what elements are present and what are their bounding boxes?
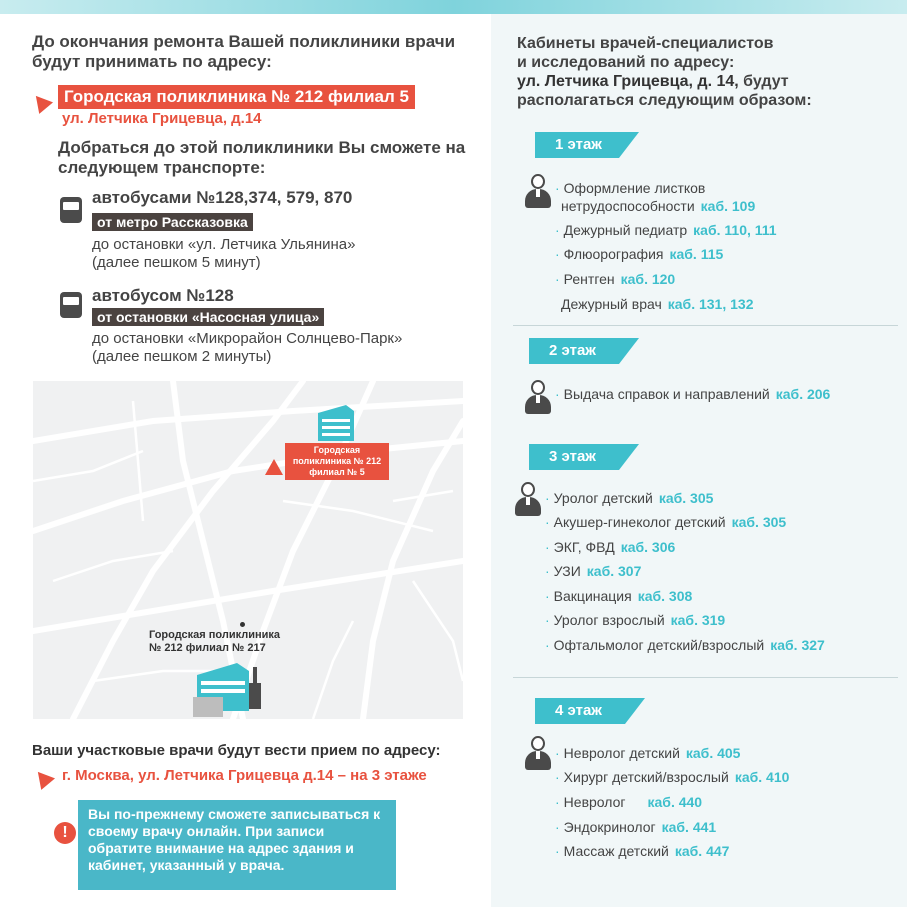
route2-to: до остановки «Микрорайон Солнцево-Парк» xyxy=(92,330,403,347)
warning-icon: ! xyxy=(54,822,76,844)
bus-icon xyxy=(60,292,82,318)
route1-from: от метро Рассказовка xyxy=(92,213,253,231)
item-cab: каб. 306 xyxy=(620,539,676,555)
list-item: · Невролог каб. 440 xyxy=(555,794,703,810)
repair-building-icon xyxy=(193,661,265,719)
item-cab: каб. 206 xyxy=(775,386,831,402)
bottom-title: Ваши участковые врачи будут вести прием по адресу: xyxy=(32,742,441,759)
item-cab: каб. 109 xyxy=(700,198,756,214)
address-bold: ул. Летчика Грицевца, д. 14, xyxy=(517,73,739,90)
route1-to: до остановки «ул. Летчика Ульянина» xyxy=(92,236,356,253)
bus-icon xyxy=(60,197,82,223)
route2-from: от остановки «Насосная улица» xyxy=(92,308,324,326)
floor-3-tab: 3 этаж xyxy=(529,444,619,470)
list-item: · Эндокринолог каб. 441 xyxy=(555,819,717,835)
transport-intro: Добраться до этой поликлиники Вы сможете на следующем транспорте: xyxy=(58,138,466,177)
floor-4-tab: 4 этаж xyxy=(535,698,625,724)
item-cab: каб. 410 xyxy=(734,769,790,785)
item-cab: каб. 447 xyxy=(674,843,730,859)
item-name: нетрудоспособности xyxy=(561,198,695,214)
item-cab: каб. 327 xyxy=(770,637,825,653)
item-name: Массаж детский xyxy=(563,843,669,859)
map-label-clinic-5: Городская поликлиника № 212 филиал № 5 xyxy=(285,443,389,480)
item-cab: каб. 305 xyxy=(731,514,787,530)
list-item: · Уролог взрослый каб. 319 xyxy=(545,612,726,628)
clinic-name: Городская поликлиника № 212 филиал 5 xyxy=(58,85,415,109)
list-item xyxy=(561,296,753,313)
clinic-building-icon xyxy=(316,403,356,448)
map-label-line2: № 212 филиал № 217 xyxy=(149,642,266,654)
item-name: Уролог детский xyxy=(553,490,653,506)
list-item: · Невролог детский каб. 405 xyxy=(555,745,741,761)
item-cab: каб. 441 xyxy=(661,819,717,835)
item-name: Уролог взрослый xyxy=(553,612,665,628)
item-name: Оформление листков xyxy=(563,180,706,196)
list-item xyxy=(561,198,755,215)
item-cab: каб. 120 xyxy=(620,271,676,287)
list-item: · Уролог детский каб. 305 xyxy=(545,490,714,506)
item-cab: каб. 110, 111 xyxy=(693,222,777,238)
map-dot xyxy=(240,622,245,627)
location-pin-icon xyxy=(29,90,53,114)
item-name: Дежурный педиатр xyxy=(563,222,688,238)
location-pin-icon xyxy=(31,766,55,790)
item-cab: каб. 440 xyxy=(647,794,703,810)
list-item: · УЗИ каб. 307 xyxy=(545,563,642,579)
list-item: · Дежурный педиатр каб. 110, 111 xyxy=(555,222,777,238)
right-column xyxy=(491,14,907,907)
online-booking-note: Вы по-прежнему сможете записываться к своему врачу онлайн. При записи обратите внимание на адрес здания и кабинет, указанный у врача. xyxy=(78,800,396,890)
item-name: Выдача справок и направлений xyxy=(563,386,770,402)
list-item: · ЭКГ, ФВД каб. 306 xyxy=(545,539,676,555)
map-pin-icon xyxy=(265,459,283,475)
route1-buses: автобусами №128,374, 579, 870 xyxy=(92,188,353,207)
list-item: · Вакцинация каб. 308 xyxy=(545,588,693,604)
intro-text: До окончания ремонта Вашей поликлиники врачи будут принимать по адресу: xyxy=(32,32,456,71)
bottom-address: г. Москва, ул. Летчика Грицевца д.14 – на 3 этаже xyxy=(62,767,427,784)
list-item: · Массаж детский каб. 447 xyxy=(555,843,730,859)
right-title-line3 xyxy=(517,72,897,91)
item-name: ЭКГ, ФВД xyxy=(553,539,615,555)
item-cab: каб. 115 xyxy=(669,246,724,262)
map-label-clinic-217 xyxy=(149,629,319,655)
right-title xyxy=(517,34,897,110)
list-item: · Оформление листков xyxy=(555,180,706,196)
left-column xyxy=(0,14,491,907)
divider xyxy=(513,677,898,678)
list-item: · Выдача справок и направлений каб. 206 xyxy=(555,386,831,402)
item-name: Офтальмолог детский/взрослый xyxy=(553,637,765,653)
item-name: Рентген xyxy=(563,271,615,287)
list-item: · Флюорография каб. 115 xyxy=(555,246,724,262)
clinic-address: ул. Летчика Грицевца, д.14 xyxy=(62,110,262,127)
top-band xyxy=(0,0,907,14)
doctor-icon xyxy=(513,482,543,516)
item-name: Хирург детский/взрослый xyxy=(563,769,729,785)
item-name: Дежурный врач xyxy=(561,296,662,312)
list-item: · Офтальмолог детский/взрослый каб. 327 xyxy=(545,637,825,653)
item-name: Флюорография xyxy=(563,246,664,262)
floor-1-tab: 1 этаж xyxy=(535,132,619,158)
item-cab: каб. 319 xyxy=(670,612,726,628)
doctor-icon xyxy=(523,380,553,414)
route2-buses: автобусом №128 xyxy=(92,286,234,305)
title-rest: будут xyxy=(738,73,789,90)
doctor-icon xyxy=(523,174,553,208)
list-item: · Акушер-гинеколог детский каб. 305 xyxy=(545,514,787,530)
list-item: · Хирург детский/взрослый каб. 410 xyxy=(555,769,790,785)
right-title-line1: Кабинеты врачей-специалистов xyxy=(517,35,774,52)
map-label-line1: Городская поликлиника xyxy=(149,629,281,641)
route2-walk: (далее пешком 2 минуты) xyxy=(92,348,272,365)
map[interactable] xyxy=(33,381,463,719)
right-title-line2: и исследований по адресу: xyxy=(517,54,735,71)
item-name: Эндокринолог xyxy=(563,819,656,835)
doctor-icon xyxy=(523,736,553,770)
item-cab: каб. 307 xyxy=(586,563,642,579)
item-cab: каб. 131, 132 xyxy=(667,296,754,312)
route1-walk: (далее пешком 5 минут) xyxy=(92,254,261,271)
floor-2-tab: 2 этаж xyxy=(529,338,619,364)
item-cab: каб. 405 xyxy=(685,745,741,761)
item-name: УЗИ xyxy=(553,563,581,579)
item-name: Акушер-гинеколог детский xyxy=(553,514,726,530)
item-cab: каб. 308 xyxy=(637,588,693,604)
list-item: · Рентген каб. 120 xyxy=(555,271,676,287)
item-name: Невролог xyxy=(563,794,626,810)
item-cab: каб. 305 xyxy=(658,490,714,506)
divider xyxy=(513,325,898,326)
right-title-line4: располагаться следующим образом: xyxy=(517,92,812,109)
item-name: Вакцинация xyxy=(553,588,632,604)
item-name: Невролог детский xyxy=(563,745,680,761)
